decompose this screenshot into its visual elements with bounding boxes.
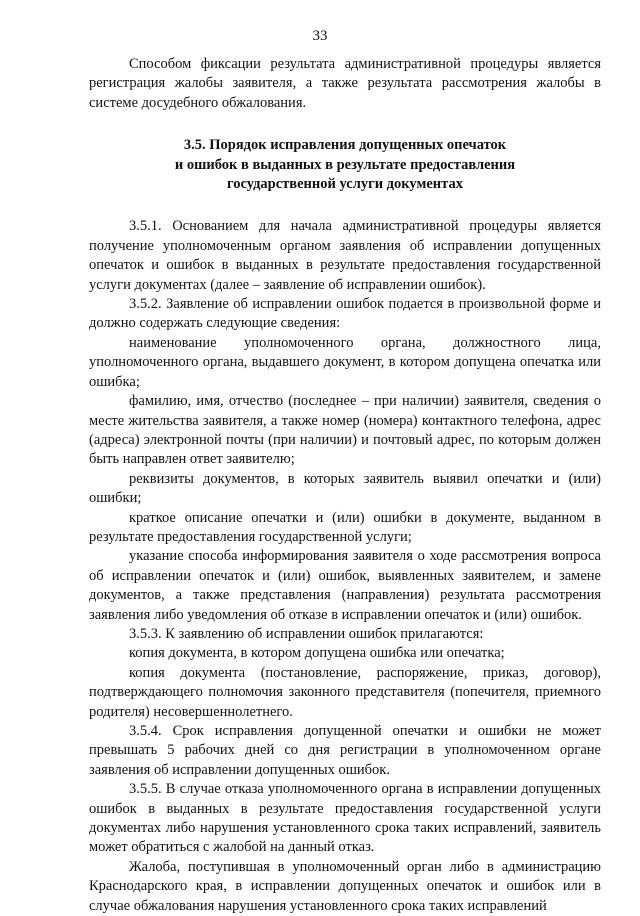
- section-heading-line-2: и ошибок в выданных в результате предоставления: [174, 156, 516, 173]
- document-body: [89, 55, 601, 916]
- list-item-error-description: краткое описание опечатки и (или) ошибки в документе, выданном в результате предоставления государственной услуги;: [89, 509, 601, 545]
- list-item-applicant-details: фамилию, имя, отчество (последнее – при наличии) заявителя, сведения о месте жительства заявителя, а также номер (номера) контактного телефона, адрес (адреса) электронной почты (при наличии) и почтовый адрес, по которым должен быть направлен ответ заявителю;: [89, 393, 601, 468]
- paragraph-3-5-4: 3.5.4. Срок исправления допущенной опечатки и ошибки не может превышать 5 рабочих дней со дня регистрации в уполномоченном органе заявления об исправлении допущенных ошибок.: [89, 723, 601, 778]
- list-item-authority-copy: копия документа (постановление, распоряжение, приказ, договор), подтверждающего полномочия законного представителя (попечителя, приемного родителя) несовершеннолетнего.: [89, 664, 601, 720]
- list-item-authority-name: наименование уполномоченного органа, должностного лица, уполномоченного органа, выдавшего документ, в котором допущена опечатка или ошибка;: [89, 334, 601, 390]
- section-heading-line-1: 3.5. Порядок исправления допущенных опечаток: [183, 137, 507, 154]
- list-item-document-copy: копия документа, в котором допущена ошибка или опечатка;: [129, 645, 505, 662]
- paragraph-3-5-5: 3.5.5. В случае отказа уполномоченного органа в исправлении допущенных ошибок в выданных в результате предоставления государственной услуги документах либо нарушения установленного срока таких исправлений, заявитель может обратиться с жалобой на данный отказ.: [89, 781, 601, 856]
- page-number: 33: [312, 28, 328, 44]
- paragraph-3-5-3: 3.5.3. К заявлению об исправлении ошибок прилагаются:: [129, 625, 484, 642]
- list-item-document-requisites: реквизиты документов, в которых заявитель выявил опечатки и (или) ошибки;: [89, 470, 601, 507]
- paragraph-3-5-1: 3.5.1. Основанием для начала административной процедуры является получение уполномоченным органом заявления об исправлении допущенных опечаток и ошибок в выданных в результате предоставления государственной услуги документах (далее – заявление об исправлении ошибок).: [89, 218, 601, 293]
- paragraph-complaint: Жалоба, поступившая в уполномоченный орган либо в администрацию Краснодарского края, в исправлении допущенных опечаток и ошибок или в случае обжалования нарушения установленного срока таких исправлений: [89, 858, 601, 914]
- intro-paragraph: Способом фиксации результата административной процедуры является регистрация жалобы заявителя, а также результата рассмотрения жалобы в системе досудебного обжалования.: [89, 56, 601, 111]
- paragraph-3-5-2: 3.5.2. Заявление об исправлении ошибок подается в произвольной форме и должно содержать следующие сведения:: [89, 296, 601, 332]
- section-heading: [89, 136, 601, 194]
- list-item-notification-method: указание способа информирования заявителя о ходе рассмотрения вопроса об исправлении опечаток и (или) ошибок, выявленных заявителем, и замене документов, а также представления (направления) результата рассмотрения заявления либо уведомления об отказе в исправлении опечаток и (или) ошибок.: [89, 548, 601, 623]
- section-heading-line-3: государственной услуги документах: [227, 176, 463, 193]
